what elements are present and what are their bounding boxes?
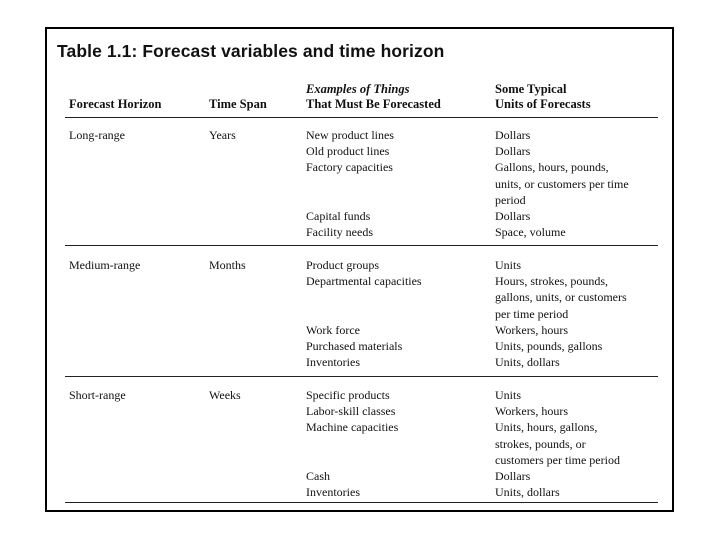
list-item: customers per time period: [495, 452, 620, 467]
header-examples-line2: That Must Be Forecasted: [306, 97, 441, 111]
list-item: Dollars: [495, 468, 531, 483]
row-horizon-medium: Medium-range: [69, 258, 141, 272]
group-divider: [65, 245, 658, 246]
list-item: Capital funds: [306, 208, 371, 223]
list-item: per time period: [495, 306, 569, 321]
units-list-medium: [495, 257, 627, 370]
group-divider: [65, 376, 658, 377]
table-frame: [45, 27, 674, 512]
list-item: Inventories: [306, 355, 360, 370]
bottom-rule: [65, 502, 658, 503]
list-item: Units: [495, 258, 522, 272]
row-span-long: Years: [209, 128, 236, 142]
header-examples: [306, 82, 441, 112]
header-units-line1: Some Typical: [495, 82, 567, 96]
list-item: Units, dollars: [495, 355, 560, 370]
list-item: units, or customers per time: [495, 176, 629, 191]
list-item: Departmental capacities: [306, 274, 422, 289]
list-item: Dollars: [495, 144, 531, 159]
list-item: Hours, strokes, pounds,: [495, 274, 608, 289]
list-item: Dollars: [495, 208, 531, 223]
units-list-short: [495, 387, 620, 500]
list-item: [306, 306, 422, 322]
list-item: New product lines: [306, 128, 394, 142]
things-list-long: [306, 127, 394, 240]
list-item: Workers, hours: [495, 322, 569, 337]
list-item: Work force: [306, 322, 361, 337]
list-item: Specific products: [306, 388, 390, 402]
header-units: [495, 82, 591, 112]
row-horizon-short: Short-range: [69, 388, 126, 402]
list-item: gallons, units, or customers: [495, 290, 627, 305]
list-item: Inventories: [306, 485, 360, 500]
list-item: [306, 436, 398, 452]
list-item: [306, 176, 394, 192]
row-horizon-long: Long-range: [69, 128, 125, 142]
list-item: Cash: [306, 468, 330, 483]
units-list-long: [495, 127, 629, 240]
list-item: Workers, hours: [495, 404, 569, 419]
row-span-medium: Months: [209, 258, 246, 272]
list-item: Labor-skill classes: [306, 404, 396, 419]
list-item: Purchased materials: [306, 338, 403, 353]
header-examples-line1: Examples of Things: [306, 82, 410, 96]
list-item: Units, hours, gallons,: [495, 420, 598, 435]
list-item: Old product lines: [306, 144, 390, 159]
list-item: [306, 192, 394, 208]
list-item: Units: [495, 388, 522, 402]
list-item: Factory capacities: [306, 160, 393, 175]
table-title: Table 1.1: Forecast variables and time horizon: [57, 41, 445, 61]
list-item: strokes, pounds, or: [495, 436, 586, 451]
list-item: Machine capacities: [306, 420, 399, 435]
list-item: [306, 452, 398, 468]
list-item: Product groups: [306, 258, 379, 272]
things-list-medium: [306, 257, 422, 370]
list-item: Units, pounds, gallons: [495, 338, 603, 353]
row-span-short: Weeks: [209, 388, 241, 402]
header-rule: [65, 117, 658, 118]
header-units-line2: Units of Forecasts: [495, 97, 591, 111]
header-forecast-horizon: Forecast Horizon: [69, 97, 162, 111]
header-time-span: Time Span: [209, 97, 267, 111]
list-item: period: [495, 192, 526, 207]
list-item: Space, volume: [495, 225, 566, 240]
list-item: [306, 289, 422, 305]
list-item: Units, dollars: [495, 485, 560, 500]
list-item: Facility needs: [306, 225, 373, 240]
list-item: Gallons, hours, pounds,: [495, 160, 609, 175]
list-item: Dollars: [495, 128, 531, 142]
things-list-short: [306, 387, 398, 500]
